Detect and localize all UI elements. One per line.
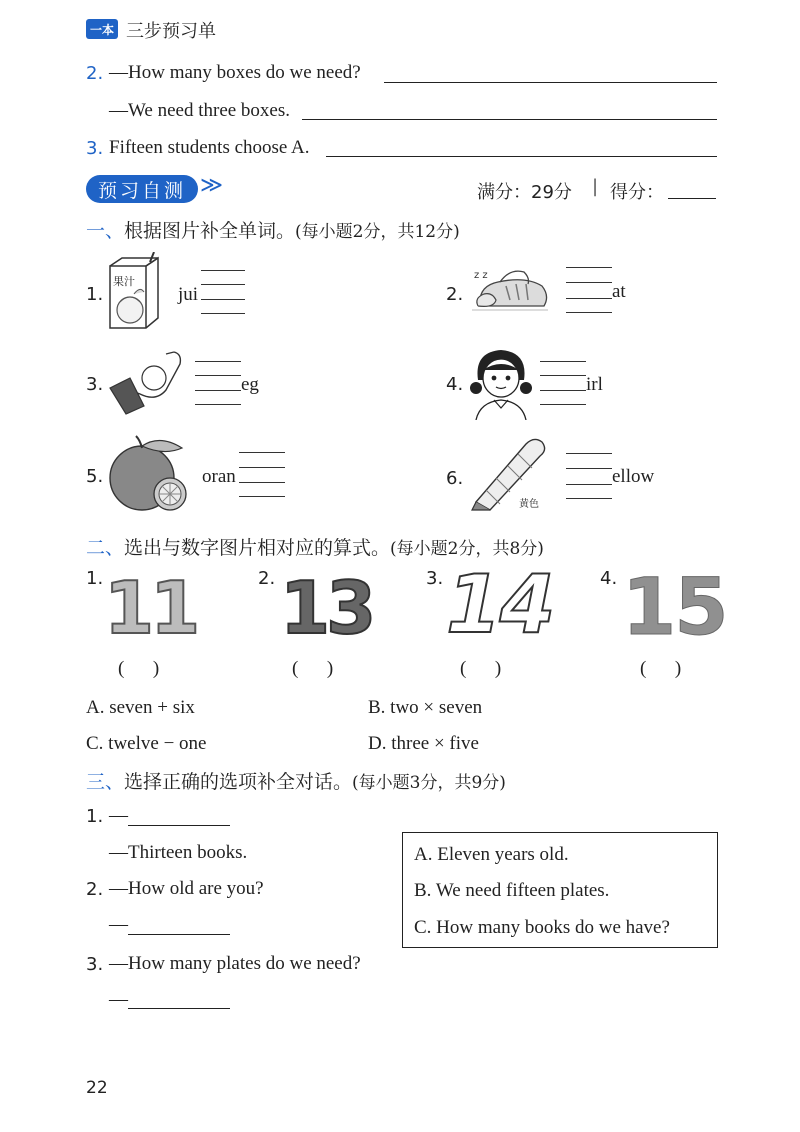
answer-line[interactable] [384,82,717,83]
four-line-grid [566,267,612,268]
answer-paren[interactable]: ( ) [640,658,682,679]
juice-box-image [106,252,168,332]
four-line-grid [566,498,612,499]
dialog-answer: — [109,914,128,935]
item-number: 3. [426,568,444,589]
word-prefix: oran [202,466,236,487]
number-picture-13: 13 [280,566,373,650]
answer-line[interactable] [201,299,245,300]
four-line-grid [201,270,245,271]
section-index: 一、 [86,220,125,242]
dialog-question: —How old are you? [109,878,264,899]
dialog-answer: —Thirteen books. [109,842,248,863]
section-heading: 选择正确的选项补全对话。 [124,771,353,793]
page-number: 22 [86,1078,108,1098]
section-note: (每小题2分，共8分) [390,539,544,559]
four-line-grid [566,453,612,454]
four-line-grid [566,468,612,469]
item-number: 6. [446,468,464,489]
header-title: 三步预习单 [126,21,216,42]
four-line-grid [566,282,612,283]
number-picture-14: 14 [446,558,554,651]
choice-c: C. How many books do we have? [414,917,670,938]
score-input-line[interactable] [668,198,716,199]
dialog-answer: — [109,989,128,1010]
answer-line[interactable] [128,934,230,935]
four-line-grid [201,284,245,285]
item-number: 1. [86,284,104,305]
word-prefix: jui [178,284,199,305]
item-number: 2. [258,568,276,589]
four-line-grid [239,496,285,497]
score-label: 得分： [610,182,664,203]
section-note: (每小题3分，共9分) [352,773,506,793]
juice-label: 果汁 [113,275,135,288]
four-line-grid [195,404,241,405]
answer-line[interactable] [195,390,241,391]
option-c: C. twelve − one [86,733,207,754]
item-number: 4. [446,374,464,395]
answer-line[interactable] [239,482,285,483]
answer-line[interactable] [128,825,230,826]
chevron-right-icon: ≫ [200,173,224,198]
section-heading: 根据图片补全单词。 [124,220,296,242]
section-3-title [86,767,506,794]
choice-b: B. We need fifteen plates. [414,880,610,901]
dialog-question: — [109,805,128,826]
item-number: 5. [86,466,104,487]
item-number: 3. [86,374,104,395]
full-score: 满分：29分 [477,182,572,203]
item-number: 2. [446,284,464,305]
svg-text:z z: z z [474,270,488,281]
yellow-label: 黄色 [519,499,539,510]
girl-image [468,344,534,420]
four-line-grid [195,375,241,376]
brand-logo: 一本 [86,19,118,39]
leg-image [104,348,186,416]
answer-line[interactable] [566,298,612,299]
section-banner: 预习自测 [86,175,198,203]
four-line-grid [566,312,612,313]
section-note: (每小题2分，共12分) [295,222,460,242]
four-line-grid [540,404,586,405]
section-heading: 选出与数字图片相对应的算式。 [124,537,391,559]
dialog-question: —How many plates do we need? [109,953,361,974]
item-number: 2. [86,63,104,84]
answer-line[interactable] [566,484,612,485]
item-number: 3. [86,138,104,159]
item-number: 3. [86,954,104,975]
four-line-grid [540,375,586,376]
option-b: B. two × seven [368,697,483,718]
section-1-title [86,216,460,243]
word-suffix: ellow [612,466,655,487]
word-suffix: irl [586,374,603,395]
item-number: 1. [86,568,104,589]
four-line-grid [239,467,285,468]
section-index: 三、 [86,771,125,793]
translation-sentence: Fifteen students choose A. [109,137,310,158]
choice-a: A. Eleven years old. [414,844,569,865]
answer-paren[interactable]: ( ) [118,658,160,679]
four-line-grid [201,313,245,314]
score-separator: | [592,176,599,197]
word-suffix: at [612,281,626,302]
answer-line[interactable] [302,119,717,120]
answer-line[interactable] [540,390,586,391]
option-d: D. three × five [368,733,479,754]
option-a: A. seven + six [86,697,195,718]
answer-paren[interactable]: ( ) [460,658,502,679]
number-picture-15: 15 [622,563,727,653]
item-number: 1. [86,806,104,827]
answer-line[interactable] [128,1008,230,1009]
orange-image [104,434,190,514]
cat-image [470,262,552,314]
word-suffix: eg [241,374,259,395]
four-line-grid [239,452,285,453]
translation-sentence: —How many boxes do we need? [109,62,361,83]
four-line-grid [540,361,586,362]
four-line-grid [195,361,241,362]
section-index: 二、 [86,537,125,559]
item-number: 2. [86,879,104,900]
number-picture-11: 11 [104,566,197,650]
item-number: 4. [600,568,618,589]
answer-paren[interactable]: ( ) [292,658,334,679]
translation-sentence: —We need three boxes. [109,100,291,121]
answer-line[interactable] [326,156,717,157]
section-2-title [86,533,544,560]
